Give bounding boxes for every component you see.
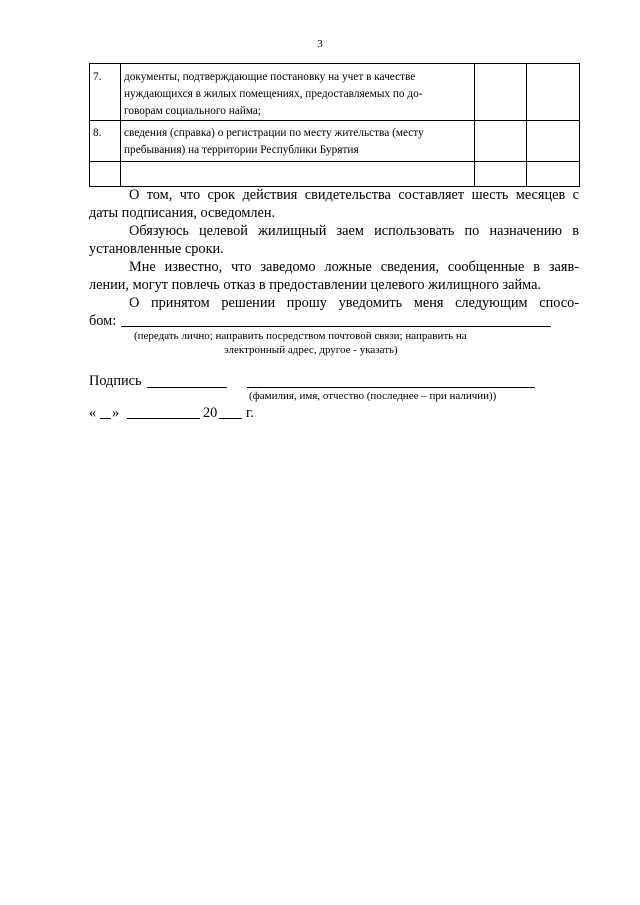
empty-cell[interactable] <box>121 162 475 187</box>
row-number: 7. <box>90 64 121 121</box>
signature-field[interactable] <box>147 387 227 388</box>
notification-method-field[interactable] <box>121 326 551 327</box>
notification-hint-line-1: (передать лично; направить посредством почтовой связи; направить на <box>134 330 467 342</box>
empty-cell[interactable] <box>475 64 527 121</box>
signature-label: Подпись <box>89 373 142 389</box>
table-row <box>90 162 580 187</box>
notification-prefix: бом: <box>89 313 117 329</box>
paragraph-obligation-line-1: Обязуюсь целевой жилищный заем использовать по назначению в <box>129 223 579 239</box>
row-text-line: сведения (справка) о регистрации по месту жительства (месту <box>124 127 424 139</box>
table-row <box>90 64 580 121</box>
date-open-quote: « <box>89 405 97 421</box>
empty-cell[interactable] <box>90 162 121 187</box>
row-text-line: нуждающихся в жилых помещениях, предоставляемых по до- <box>124 88 423 100</box>
row-text-line: документы, подтверждающие постановку на учет в качестве <box>124 71 416 83</box>
full-name-field[interactable] <box>247 387 535 388</box>
documents-table <box>89 63 580 187</box>
table-row <box>90 121 580 162</box>
date-month-field[interactable] <box>127 418 200 419</box>
paragraph-validity-line-2: даты подписания, осведомлен. <box>89 205 276 221</box>
date-year-field[interactable] <box>219 418 242 419</box>
empty-cell[interactable] <box>527 162 580 187</box>
row-text <box>121 64 475 121</box>
empty-cell[interactable] <box>475 121 527 162</box>
date-day-field[interactable] <box>100 418 111 419</box>
notification-hint-line-2: электронный адрес, другое - указать) <box>224 344 398 356</box>
page-number: 3 <box>317 38 323 50</box>
row-text-line: говорам социального найма; <box>124 105 262 117</box>
paragraph-false-info-line-2: лении, могут повлечь отказ в предоставлении целевого жилищного займа. <box>89 277 542 293</box>
paragraph-false-info-line-1: Мне известно, что заведомо ложные сведения, сообщенные в заяв- <box>129 259 579 275</box>
row-text <box>121 121 475 162</box>
row-text-line: пребывания) на территории Республики Бурятия <box>124 144 359 156</box>
row-number: 8. <box>90 121 121 162</box>
date-year-prefix: 20 <box>203 405 218 421</box>
paragraph-validity-line-1: О том, что срок действия свидетельства составляет шесть месяцев с <box>129 187 579 203</box>
empty-cell[interactable] <box>527 64 580 121</box>
paragraph-obligation-line-2: установленные сроки. <box>89 241 224 257</box>
date-year-suffix: г. <box>246 405 254 421</box>
paragraph-notification-line-1: О принятом решении прошу уведомить меня следующим спосо- <box>129 295 579 311</box>
date-close-quote: » <box>112 405 120 421</box>
empty-cell[interactable] <box>527 121 580 162</box>
full-name-hint: (фамилия, имя, отчество (последнее – при наличии)) <box>249 390 497 402</box>
empty-cell[interactable] <box>475 162 527 187</box>
